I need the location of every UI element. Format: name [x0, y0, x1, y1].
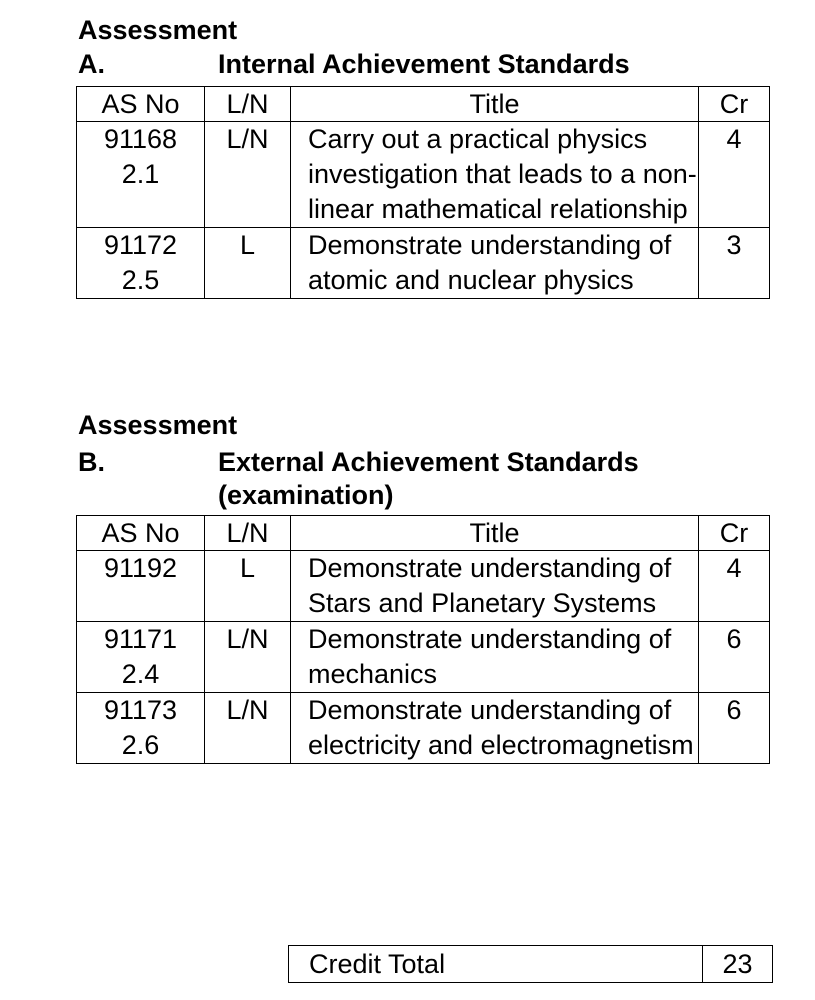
internal-standards-table [76, 86, 770, 299]
table-header-row [77, 516, 770, 551]
as-number: 91168 [103, 124, 178, 154]
column-header-ln: L/N [205, 516, 291, 551]
credit-total-row [289, 946, 773, 983]
section-a-title: Internal Achievement Standards [218, 49, 630, 79]
title-cell: Carry out a practical physics investigation that leads to a non-linear mathematical relationship [291, 122, 699, 228]
column-header-title: Title [291, 87, 699, 122]
section-a-heading: Assessment [78, 15, 238, 45]
as-no-cell [77, 622, 205, 693]
section-b-heading: Assessment [78, 410, 238, 440]
ln-cell: L/N [205, 122, 291, 228]
as-reference: 2.5 [121, 265, 160, 295]
title-cell: Demonstrate understanding of electricity and electromagnetism [291, 693, 699, 764]
section-b-title: External Achievement Standards (examination) [218, 447, 639, 510]
as-reference: 2.1 [121, 159, 160, 189]
credits-cell: 3 [699, 228, 770, 299]
title-cell: Demonstrate understanding of atomic and nuclear physics [291, 228, 699, 299]
table-header-row [77, 87, 770, 122]
table-row [77, 693, 770, 764]
section-a-letter: A. [78, 49, 105, 79]
credits-cell: 4 [699, 551, 770, 622]
as-no-cell [77, 693, 205, 764]
as-no-cell [77, 122, 205, 228]
table-row [77, 228, 770, 299]
credit-total-label: Credit Total [289, 946, 703, 983]
external-standards-table [76, 515, 770, 764]
table-row [77, 122, 770, 228]
credit-total-value: 23 [703, 946, 773, 983]
ln-cell: L/N [205, 693, 291, 764]
credits-cell: 6 [699, 622, 770, 693]
column-header-as-no: AS No [77, 516, 205, 551]
as-number: 91173 [103, 695, 178, 725]
as-reference: 2.6 [121, 730, 160, 760]
ln-cell: L/N [205, 622, 291, 693]
column-header-cr: Cr [699, 87, 770, 122]
as-number: 91171 [103, 624, 178, 654]
ln-cell: L [205, 228, 291, 299]
as-number: 91172 [103, 230, 178, 260]
ln-cell: L [205, 551, 291, 622]
as-number: 91192 [103, 553, 178, 583]
title-cell: Demonstrate understanding of Stars and Planetary Systems [291, 551, 699, 622]
column-header-cr: Cr [699, 516, 770, 551]
credits-cell: 6 [699, 693, 770, 764]
table-row [77, 551, 770, 622]
column-header-title: Title [291, 516, 699, 551]
table-row [77, 622, 770, 693]
section-b-letter: B. [78, 447, 105, 477]
as-no-cell [77, 228, 205, 299]
column-header-as-no: AS No [77, 87, 205, 122]
column-header-ln: L/N [205, 87, 291, 122]
as-reference: 2.4 [121, 659, 160, 689]
credit-total-box [288, 945, 773, 983]
credits-cell: 4 [699, 122, 770, 228]
as-no-cell [77, 551, 205, 622]
title-cell: Demonstrate understanding of mechanics [291, 622, 699, 693]
